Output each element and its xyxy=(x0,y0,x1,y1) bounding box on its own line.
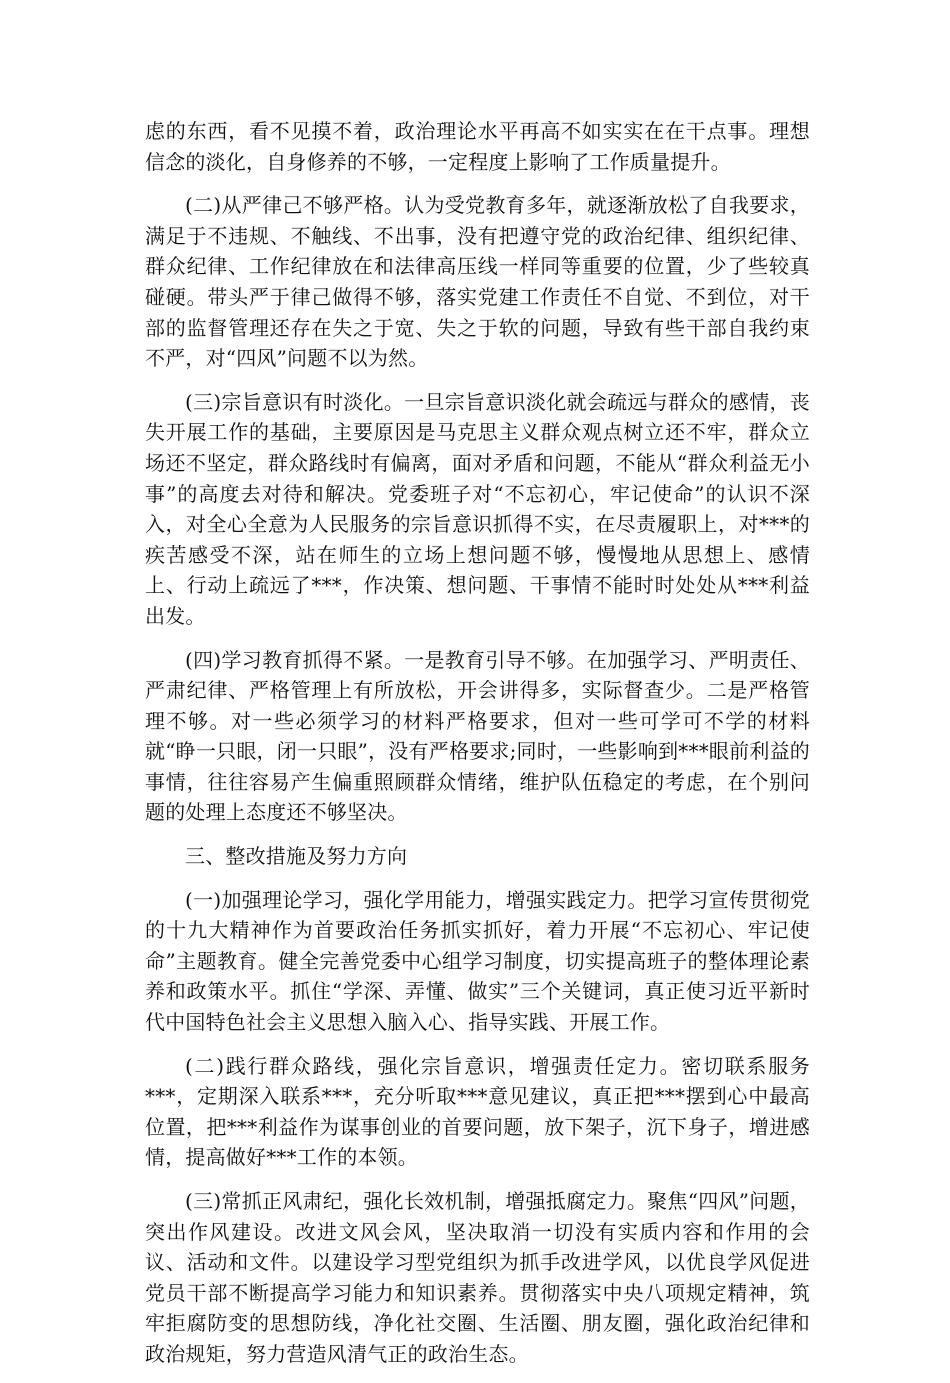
paragraph-mass-line: (二)践行群众路线，强化宗旨意识，增强责任定力。密切联系服务***，定期深入联系***，充分听取***意见建议，真正把***摆到心中最高位置，把***利益作为谋事创业的首要问题，放下架子，沉下身子，增进感情，提高做好***工作的本领。 xyxy=(145,1053,810,1170)
paragraph-theory-study: (一)加强理论学习，强化学用能力，增强实践定力。把学习宣传贯彻党的十九大精神作为首要政治任务抓实抓好，着力开展“不忘初心、牢记使命”主题教育。健全完善党委中心组学习制度，切实提高班子的整体理论素养和政策水平。抓住“学深、弄懂、做实”三个关键词，真正使习近平新时代中国特色社会主义思想入脑入心、指导实践、开展工作。 xyxy=(145,887,810,1035)
section-heading-rectification: 三、整改措施及努力方向 xyxy=(185,844,408,869)
paragraph-continuation: 虑的东西，看不见摸不着，政治理论水平再高不如实实在在干点事。理想信念的淡化，自身修养的不够，一定程度上影响了工作质量提升。 xyxy=(145,119,810,174)
paragraph-discipline-mechanism: (三)常抓正风肃纪，强化长效机制，增强抵腐定力。聚焦“四风”问题，突出作风建设。改进文风会风，坚决取消一切没有实质内容和作用的会议、活动和文件。以建设学习型党组织为抓手改进学风，以优良学风促进党员干部不断提高学习能力和知识素养。贯彻落实中央八项规定精神，筑牢拒腐防变的思想防线，净化社交圈、生活圈、朋友圈，强化政治纪律和政治规矩，努力营造风清气正的政治生态。 xyxy=(145,1189,810,1366)
paragraph-purpose-awareness: (三)宗旨意识有时淡化。一旦宗旨意识淡化就会疏远与群众的感情，丧失开展工作的基础，主要原因是马克思主义群众观点树立还不牢，群众立场还不坚定，群众路线时有偏离，面对矛盾和问题，不能从“群众利益无小事”的高度去对待和解决。党委班子对“不忘初心，牢记使命”的认识不深入，对全心全意为人民服务的宗旨意识抓得不实，在尽责履职上，对***的疾苦感受不深，站在师生的立场上想问题不够，慢慢地从思想上、感情上、行动上疏远了***，作决策、想问题、干事情不能时时处处从***利益出发。 xyxy=(145,389,810,628)
paragraph-discipline: (二)从严律己不够严格。认为受党教育多年，就逐渐放松了自我要求，满足于不违规、不触线、不出事，没有把遵守党的政治纪律、组织纪律、群众纪律、工作纪律放在和法律高压线一样同等重要的位置，少了些较真碰硬。带头严于律己做得不够，落实党建工作责任不自觉、不到位，对干部的监督管理还存在失之于宽、失之于软的问题，导致有些干部自我约束不严，对“四风”问题不以为然。 xyxy=(145,193,810,371)
document-body xyxy=(145,116,810,1383)
paragraph-study-education: (四)学习教育抓得不紧。一是教育引导不够。在加强学习、严明责任、严肃纪律、严格管理上有所放松，开会讲得多，实际督查少。二是严格管理不够。对一些必须学习的材料严格要求，但对一些可学可不学的材料就“睁一只眼，闭一只眼”，没有严格要求;同时，一些影响到***眼前利益的事情，往往容易产生偏重照顾群众情绪，维护队伍稳定的考虑，在个别问题的处理上态度还不够坚决。 xyxy=(145,647,810,825)
